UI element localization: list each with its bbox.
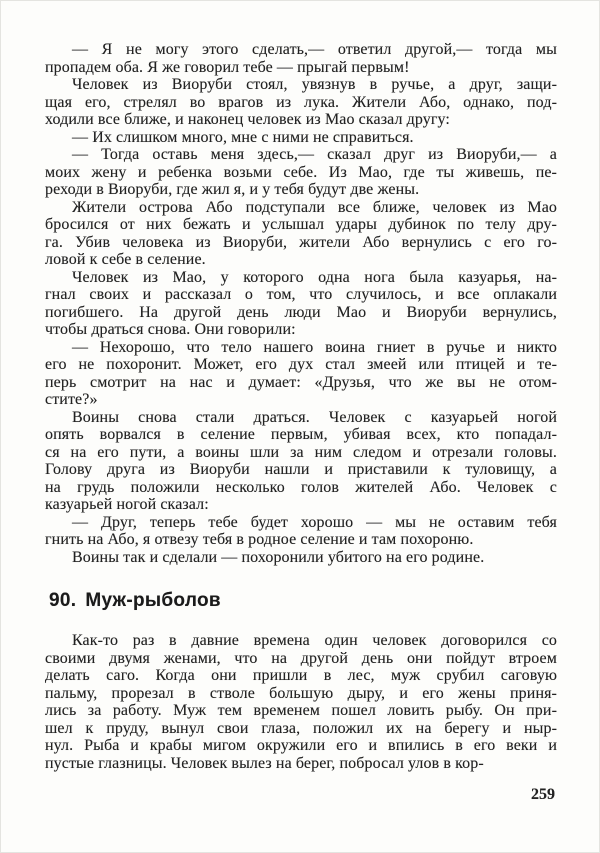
text-column — [45, 41, 557, 772]
text-line: на грудь положили несколько голов жителей Або. Человек с — [45, 478, 557, 496]
text-line: лись за работу. Муж тем временем пошел ловить рыбу. Он при- — [45, 702, 557, 719]
text-line: делать саго. Когда они пришли в лес, муж срубил саговую — [45, 667, 557, 684]
paragraph — [45, 514, 557, 549]
text-line: Жители острова Або подступали все ближе, человек из Мао — [72, 198, 557, 216]
text-line: Как-то раз в давние времена один человек договорился со — [72, 632, 557, 649]
paragraph — [45, 146, 557, 199]
text-line: опять ворвался в селение первым, убивая всех, кто попадал- — [45, 426, 557, 443]
paragraph — [45, 632, 557, 772]
text-line: щая его, стрелял во врагов из лука. Жители Або, однако, под- — [45, 93, 557, 111]
section-heading — [49, 590, 557, 612]
text-line: перь смотрит на нас и думает: «Друзья, что же вы не отом- — [45, 373, 557, 391]
section-title: Муж-рыболов — [85, 590, 221, 611]
paragraph — [45, 339, 557, 409]
paragraph — [45, 41, 557, 76]
text-line: гнить на Або, я отвезу тебя в родное селение и там похороню. — [45, 531, 474, 548]
paragraph — [45, 76, 557, 129]
text-line: Человек из Мао, у которого одна нога была казуарья, на- — [72, 268, 557, 286]
text-line: ся на его пути, а воины шли за ним следом и отрезали головы. — [45, 443, 557, 461]
text-line: ходили все ближе, и наконец человек из Мао сказал другу: — [45, 111, 450, 128]
text-line: гнал своих и рассказал о том, что случилось, и все оплакали — [45, 286, 557, 303]
text-line: стите?» — [45, 391, 98, 408]
text-line: — Их слишком много, мне с ними не справиться. — [72, 128, 414, 146]
paragraph — [45, 549, 557, 567]
text-line: Голову друга из Виоруби нашли и приставили к туловищу, а — [45, 461, 557, 478]
text-line: бросился от них бежать и услышал удары дубинок по телу дру- — [45, 216, 557, 233]
paragraph — [45, 269, 557, 339]
text-line: — Я не могу этого сделать,— ответил другой,— тогда мы — [72, 41, 557, 58]
text-line: — Тогда оставь меня здесь,— сказал друг из Виоруби,— а — [72, 146, 557, 163]
text-line: пропадем оба. Я же говорил тебе — прыгай первым! — [45, 58, 410, 76]
text-line: шел к пруду, вынул свои глаза, положил их на берегу и ныр- — [45, 719, 557, 737]
text-line: нул. Рыба и крабы мигом окружили его и впились в его веки и — [45, 737, 557, 754]
text-line: — Друг, теперь тебе будет хорошо — мы не оставим тебя — [72, 513, 557, 531]
section-number: 90. — [49, 590, 77, 611]
text-line: Воины снова стали драться. Человек с казуарьей ногой — [72, 408, 557, 426]
text-line: Человек из Виоруби стоял, увязнув в ручье, а друг, защи- — [72, 76, 557, 93]
text-line: Воины так и сделали — похоронили убитого на его родине. — [72, 548, 485, 566]
text-line: ловой к себе в селение. — [45, 251, 206, 268]
page-number: 259 — [531, 786, 555, 803]
text-line: казуарьей ногой сказал: — [45, 496, 209, 513]
text-line: своими двумя женами, что на другой день они пойдут втроем — [45, 649, 557, 667]
paragraph — [45, 199, 557, 269]
text-line: чтобы драться снова. Они говорили: — [45, 321, 296, 338]
text-line: реходи в Виоруби, где жил я, и у тебя будут две жены. — [45, 181, 420, 198]
text-line: — Нехорошо, что тело нашего воина гниет в ручье и никто — [72, 338, 557, 356]
paragraph — [45, 409, 557, 514]
text-line: моих жену и ребенка возьми себе. Из Мао, где ты живешь, пе- — [45, 163, 557, 181]
text-line: пальму, прорезал в стволе большую дыру, и его жены приня- — [45, 684, 557, 702]
text-line: га. Убив человека из Виоруби, жители Або вернулись с его го- — [45, 233, 557, 251]
text-line: его не похоронит. Может, его дух стал змеей или птицей и те- — [45, 356, 557, 373]
paragraph — [45, 129, 557, 147]
text-line: погибшего. На другой день люди Мао и Виоруби вернулись, — [45, 303, 557, 321]
text-line: пустые глазницы. Человек вылез на берег, побросал улов в кор- — [45, 754, 484, 772]
